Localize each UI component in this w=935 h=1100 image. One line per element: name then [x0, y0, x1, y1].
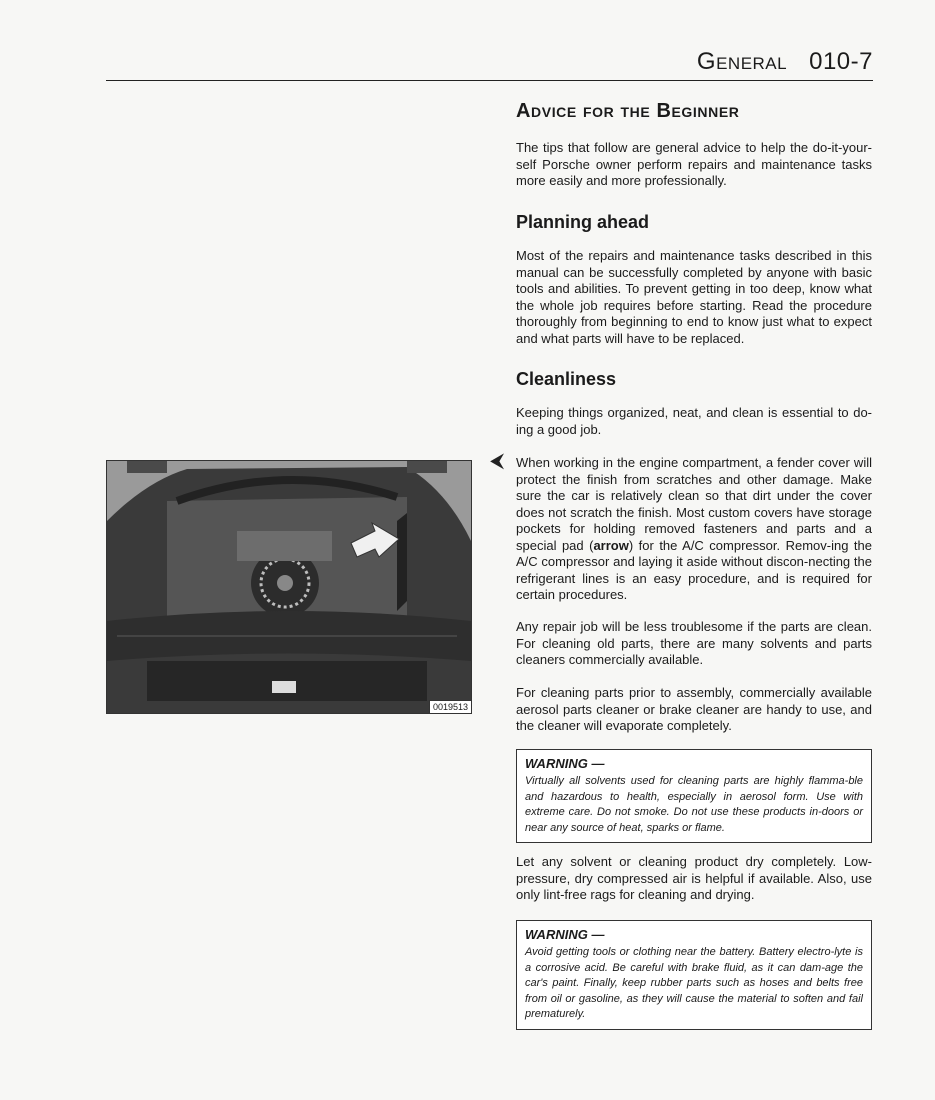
- header-rule: [106, 80, 873, 81]
- cleanliness-paragraph-4: For cleaning parts prior to assembly, commercially available aerosol parts cleaner or brake cleaner are handy to use, and the cleaner will evaporate completely.: [516, 685, 872, 733]
- section-title: Advice for the Beginner: [516, 100, 740, 122]
- planning-heading: Planning ahead: [516, 212, 650, 232]
- cleanliness-paragraph-2: [516, 455, 872, 604]
- header-title: [697, 48, 873, 76]
- cleanliness-paragraph-3: Any repair job will be less troublesome if the parts are clean. For cleaning old parts, there are many solvents and parts cleaners commercially available.: [516, 619, 872, 667]
- warning-text: Virtually all solvents used for cleaning parts are highly flamma-ble and hazardous to health, especially in aerosol form. Use with extreme care. Do not smoke. Do not use these products in-doors or near any source of heat, sparks or flame.: [525, 775, 863, 834]
- photo-illustration: [107, 461, 471, 713]
- p2-text-a: When working in the engine compartment, a fender cover will protect the finish from scratches and other damage. Make sure the car is relatively clean so that dirt under the cover does not scratch the finish. Most custom covers have storage pockets for holding removed fasteners and parts and a special pad (: [516, 455, 872, 553]
- engine-compartment-photo: [106, 460, 472, 714]
- warning-box-solvents: [516, 749, 872, 843]
- p2-text-b: ) for the A/C compressor. Remov-ing the A/C compressor and laying it aside without discon-necting the refrigerant lines is an easy procedure, and is required for certain procedures.: [516, 537, 872, 602]
- p2-arrow-term: arrow: [593, 537, 629, 553]
- warning-box-battery: [516, 920, 872, 1030]
- header-section-name: General: [696, 48, 788, 75]
- cleanliness-paragraph-5: Let any solvent or cleaning product dry completely. Low-pressure, dry compressed air is helpful if available. Also, use only lint-free rags for cleaning and drying.: [516, 854, 872, 902]
- header-page-number: 010-7: [809, 48, 873, 75]
- cleanliness-paragraph-1: Keeping things organized, neat, and clean is essential to do-ing a good job.: [516, 405, 872, 437]
- cleanliness-heading: Cleanliness: [516, 369, 617, 389]
- warning-text: Avoid getting tools or clothing near the battery. Battery electro-lyte is a corrosive acid. Be careful with brake fluid, as it can dam-age the car's paint. Finally, keep rubber parts such as hoses and belts free from oil or gasoline, as they will cause the material to soften and fail prematurely.: [525, 946, 863, 1020]
- warning-title: WARNING —: [525, 756, 605, 771]
- planning-paragraph: Most of the repairs and maintenance tasks described in this manual can be successfully completed by anyone with basic tools and abilities. To prevent getting in too deep, know what the whole job requires before starting. Read the procedure thoroughly from beginning to end to know just what to expect and what parts will have to be replaced.: [516, 248, 872, 346]
- intro-paragraph: The tips that follow are general advice to help the do-it-your-self Porsche owner perform repairs and maintenance tasks more easily and more professionally.: [516, 140, 872, 188]
- warning-title: WARNING —: [525, 927, 605, 942]
- figure-pointer-icon: ⮜: [490, 450, 505, 472]
- figure-id-label: 0019513: [429, 700, 471, 713]
